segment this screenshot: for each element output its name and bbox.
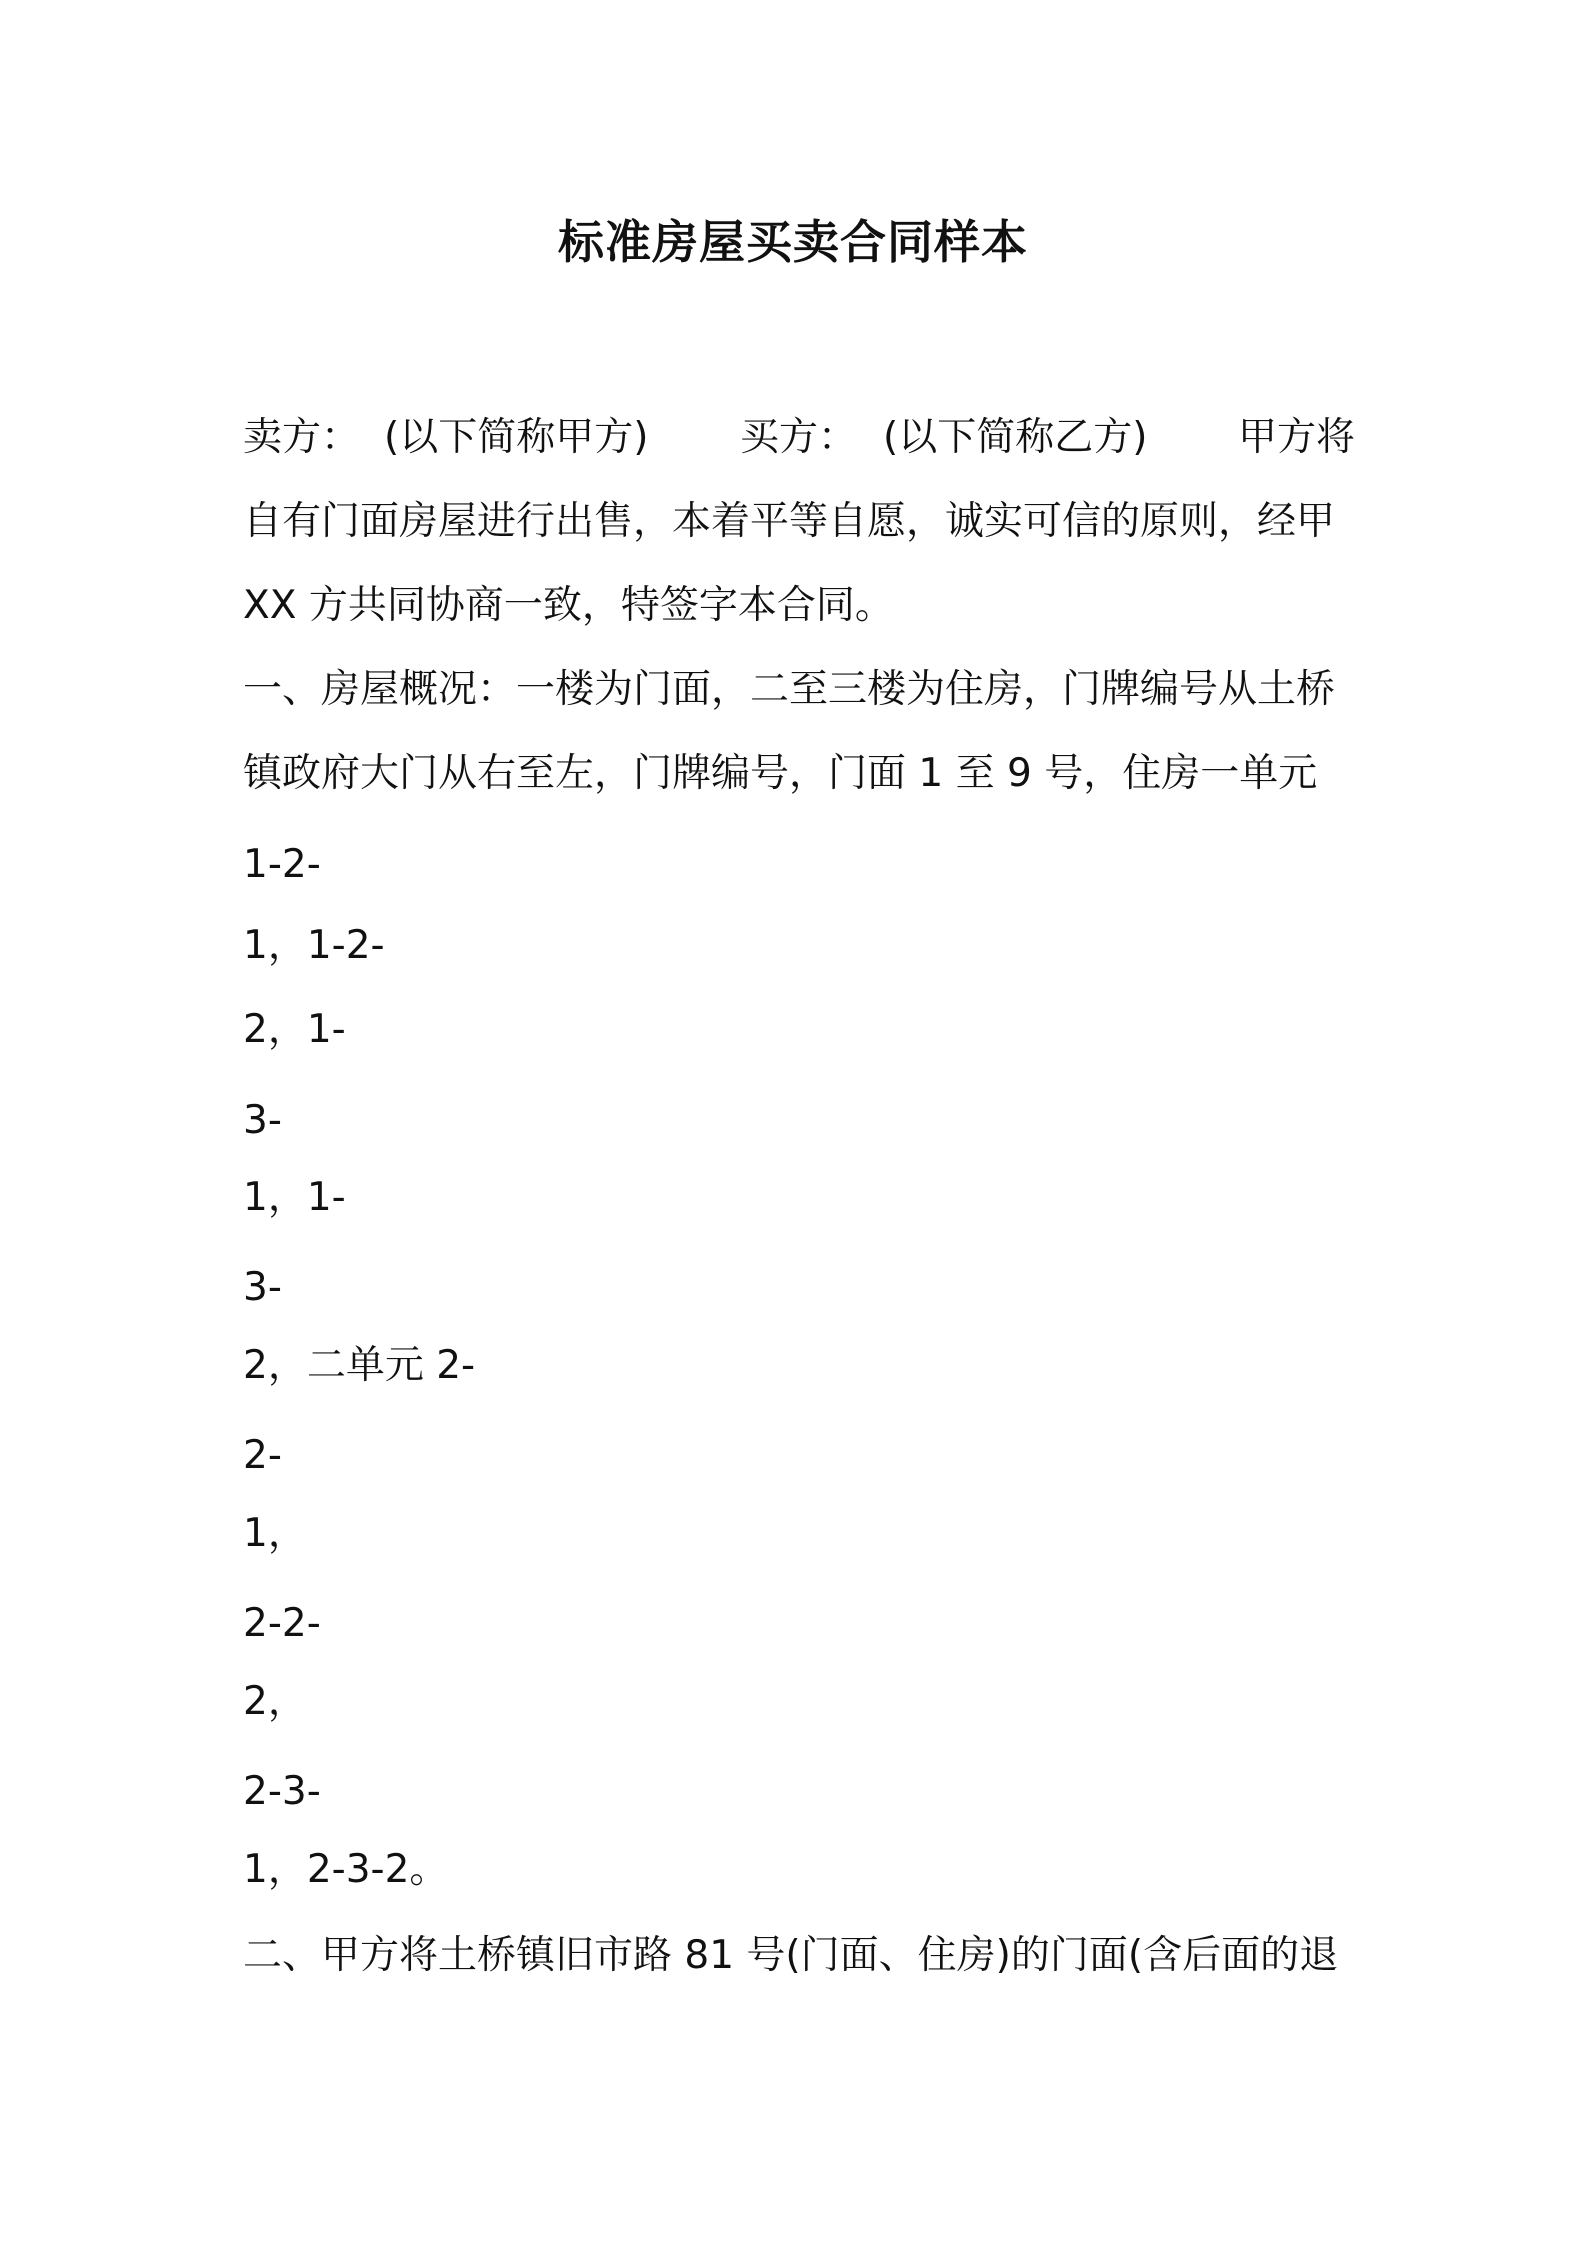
buyer-label: 买方：	[740, 415, 858, 460]
body-line: 2-2-	[243, 1601, 321, 1646]
body-line: 镇政府大门从右至左，门牌编号，门面 1 至 9 号，住房一单元	[243, 751, 1318, 796]
body-line: 2，二单元 2-	[243, 1343, 476, 1388]
body-line: 1，1-	[243, 1175, 346, 1220]
document-title: 标准房屋买卖合同样本	[558, 215, 1028, 269]
body-line: 2，	[243, 1679, 307, 1724]
body-line: 1，1-2-	[243, 923, 385, 968]
buyer-note: (以下简称乙方)	[883, 415, 1148, 460]
body-line: 自有门面房屋进行出售，本着平等自愿，诚实可信的原则，经甲	[243, 499, 1336, 544]
body-line: 2-	[243, 1433, 282, 1478]
body-line: 2，1-	[243, 1007, 346, 1052]
body-line: 2-3-	[243, 1769, 321, 1814]
body-line: 3-	[243, 1265, 282, 1310]
body-line: 1-2-	[243, 842, 321, 887]
parties-tail: 甲方将	[1237, 415, 1355, 460]
body-line: 1，2-3-2。	[243, 1847, 449, 1892]
body-line: 1，	[243, 1511, 307, 1556]
body-line: XX 方共同协商一致，特签字本合同。	[243, 583, 894, 628]
seller-note: (以下简称甲方)	[384, 415, 649, 460]
seller-label: 卖方：	[243, 415, 361, 460]
body-line: 一、房屋概况：一楼为门面，二至三楼为住房，门牌编号从土桥	[243, 667, 1336, 712]
body-line: 二、甲方将土桥镇旧市路 81 号(门面、住房)的门面(含后面的退	[243, 1933, 1339, 1978]
body-line: 3-	[243, 1098, 282, 1143]
